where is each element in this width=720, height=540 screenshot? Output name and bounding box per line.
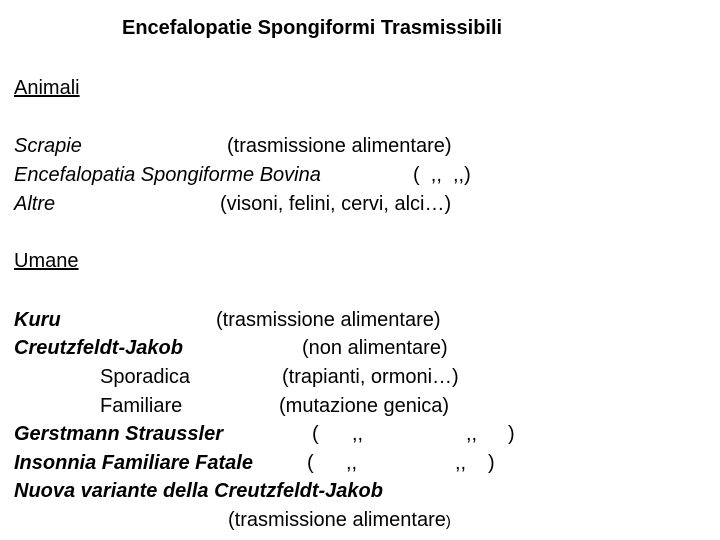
disease-name-scrapie: Scrapie	[14, 135, 82, 157]
section-heading-animali: Animali	[14, 77, 80, 99]
disease-detail-altre: (visoni, felini, cervi, alci…)	[220, 193, 452, 215]
subtype-detail-sporadica: (trapianti, ormoni…)	[282, 366, 459, 388]
disease-name-kuru: Kuru	[14, 309, 61, 331]
disease-detail-nvcjd-text: (trasmissione alimentare	[228, 509, 446, 531]
detail-open-paren-gerstmann: (	[312, 423, 319, 445]
ditto-mark-gerstmann-1: ,,	[352, 423, 364, 445]
disease-name-cjd: Creutzfeldt-Jakob	[14, 337, 183, 359]
disease-detail-nvcjd-close: )	[445, 513, 451, 530]
ditto-mark-gerstmann-2: ,,	[466, 423, 478, 445]
disease-name-nvcjd: Nuova variante della Creutzfeldt-Jakob	[14, 480, 383, 502]
disease-name-insonnia: Insonnia Familiare Fatale	[14, 452, 253, 474]
disease-name-gerstmann: Gerstmann Straussler	[14, 423, 223, 445]
disease-name-bse: Encefalopatia Spongiforme Bovina	[14, 164, 321, 186]
detail-close-paren-insonnia: )	[488, 452, 495, 474]
disease-name-altre: Altre	[14, 193, 56, 215]
ditto-mark-insonnia-1: ,,	[346, 452, 358, 474]
section-heading-umane: Umane	[14, 250, 79, 272]
subtype-detail-familiare: (mutazione genica)	[279, 395, 450, 417]
detail-open-paren-insonnia: (	[307, 452, 314, 474]
ditto-mark-insonnia-2: ,,	[455, 452, 467, 474]
subtype-name-sporadica: Sporadica	[100, 366, 191, 388]
subtype-name-familiare: Familiare	[100, 395, 183, 417]
disease-detail-nvcjd	[228, 508, 451, 534]
disease-detail-bse: ( ,, ,,)	[413, 164, 471, 186]
disease-detail-cjd: (non alimentare)	[302, 337, 448, 359]
disease-detail-scrapie: (trasmissione alimentare)	[227, 135, 452, 157]
disease-detail-kuru: (trasmissione alimentare)	[216, 309, 441, 331]
page-title: Encefalopatie Spongiformi Trasmissibili	[122, 17, 503, 39]
detail-close-paren-gerstmann: )	[508, 423, 515, 445]
